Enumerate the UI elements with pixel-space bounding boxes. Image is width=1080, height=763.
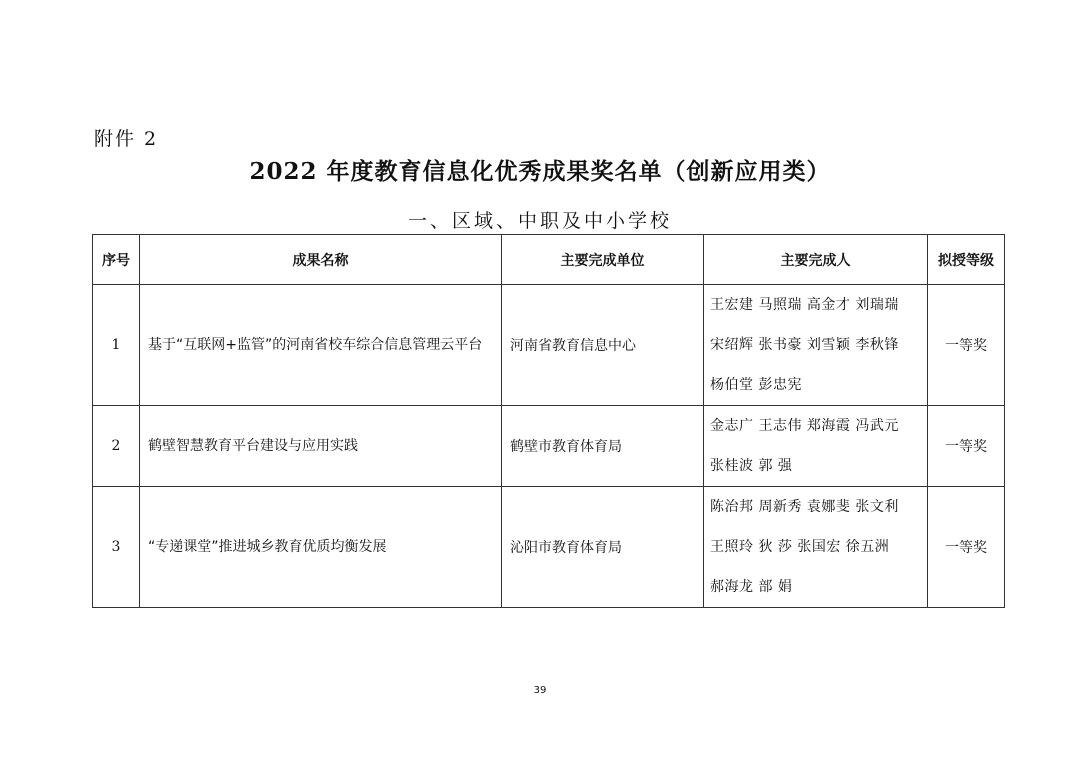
people-line: 郝海龙 部 娟	[710, 579, 793, 595]
people-line: 张桂波 郭 强	[710, 458, 793, 474]
awards-table	[92, 234, 1005, 608]
table-header-row	[93, 235, 1005, 285]
row-index: 1	[93, 285, 140, 406]
header-unit: 主要完成单位	[502, 235, 704, 285]
table-row	[93, 406, 1005, 487]
completing-people	[704, 406, 928, 487]
row-index: 3	[93, 487, 140, 608]
completing-unit: 河南省教育信息中心	[502, 285, 704, 406]
achievement-name: 鹤壁智慧教育平台建设与应用实践	[140, 406, 502, 487]
people-line: 宋绍辉 张书豪 刘雪颖 李秋锋	[710, 337, 899, 353]
people-line: 王照玲 狄 莎 张国宏 徐五洲	[710, 539, 890, 555]
header-level: 拟授等级	[928, 235, 1005, 285]
table-row	[93, 487, 1005, 608]
people-line: 杨伯堂 彭忠宪	[710, 377, 802, 393]
page-number: 39	[533, 685, 547, 696]
award-level: 一等奖	[928, 285, 1005, 406]
award-level: 一等奖	[928, 487, 1005, 608]
completing-people	[704, 487, 928, 608]
attachment-label: 附件 2	[94, 128, 159, 150]
header-people: 主要完成人	[704, 235, 928, 285]
document-title: 2022 年度教育信息化优秀成果奖名单（创新应用类）	[249, 158, 831, 185]
section-heading: 一、区域、中职及中小学校	[407, 210, 672, 232]
row-index: 2	[93, 406, 140, 487]
header-index: 序号	[93, 235, 140, 285]
table-row	[93, 285, 1005, 406]
award-level: 一等奖	[928, 406, 1005, 487]
completing-people	[704, 285, 928, 406]
completing-unit: 鹤壁市教育体育局	[502, 406, 704, 487]
completing-unit: 沁阳市教育体育局	[502, 487, 704, 608]
people-line: 王宏建 马照瑞 高金才 刘瑞瑞	[710, 297, 899, 313]
achievement-name: “专递课堂”推进城乡教育优质均衡发展	[140, 487, 502, 608]
achievement-name: 基于“互联网+监管”的河南省校车综合信息管理云平台	[140, 285, 502, 406]
people-line: 金志广 王志伟 郑海霞 冯武元	[710, 418, 899, 434]
header-name: 成果名称	[140, 235, 502, 285]
people-line: 陈治邦 周新秀 袁娜斐 张文利	[710, 499, 899, 515]
